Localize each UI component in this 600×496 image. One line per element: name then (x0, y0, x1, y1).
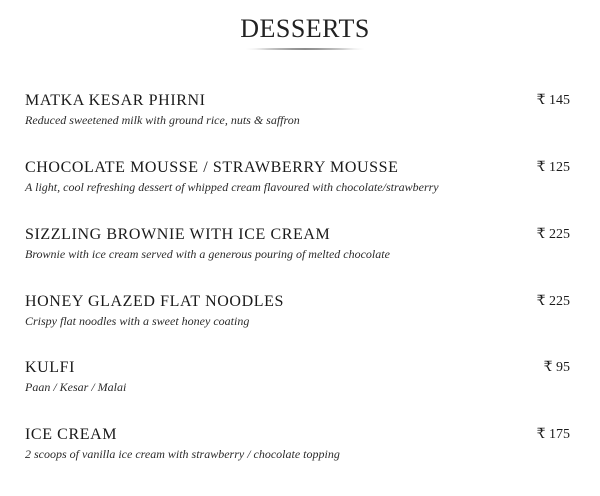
item-price: ₹ 175 (536, 427, 570, 442)
menu-item-honey-glazed-flat-noodles (25, 293, 570, 333)
item-price: ₹ 225 (536, 227, 570, 242)
item-name: HONEY GLAZED FLAT NOODLES (25, 293, 284, 310)
page-title: DESSERTS (240, 14, 370, 43)
item-price: ₹ 145 (536, 93, 570, 108)
item-description: Reduced sweetened milk with ground rice, nuts & saffron (25, 113, 300, 127)
item-description: 2 scoops of vanilla ice cream with strawberry / chocolate topping (25, 447, 340, 461)
menu-item-matka-kesar-phirni (25, 92, 570, 132)
item-name: ICE CREAM (25, 426, 118, 443)
item-name: MATKA KESAR PHIRNI (25, 92, 206, 109)
item-name: CHOCOLATE MOUSSE / STRAWBERRY MOUSSE (25, 159, 399, 176)
menu-item-kulfi (25, 359, 570, 399)
item-description: Crispy flat noodles with a sweet honey coating (25, 314, 250, 328)
menu-item-ice-cream (25, 426, 570, 466)
item-price: ₹ 95 (543, 360, 570, 375)
item-price: ₹ 125 (536, 160, 570, 175)
menu-item-sizzling-brownie (25, 226, 570, 266)
item-description: Brownie with ice cream served with a generous pouring of melted chocolate (25, 247, 390, 261)
item-description: A light, cool refreshing dessert of whipped cream flavoured with chocolate/strawberry (25, 180, 439, 194)
item-name: KULFI (25, 359, 76, 376)
menu-item-chocolate-strawberry-mousse (25, 159, 570, 199)
item-description: Paan / Kesar / Malai (25, 380, 127, 394)
item-name: SIZZLING BROWNIE WITH ICE CREAM (25, 226, 331, 243)
item-price: ₹ 225 (536, 294, 570, 309)
